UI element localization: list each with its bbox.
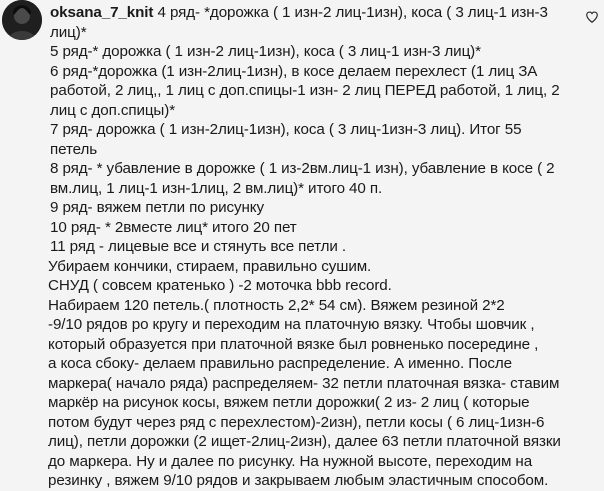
comment-line: -9/10 рядов ро кругу и переходим на платочную вязку. Чтобы шовчик , — [48, 316, 535, 333]
comment-line: 10 ряд- * 2вместе лиц* итого 20 пет — [50, 218, 297, 236]
comment-line: потом будут через ряд с перехлестом)-2изн), петли косы ( 6 лиц-1изн-6 — [48, 413, 545, 431]
comment-text — [50, 3, 590, 491]
comment-line: маркёр на рисунок косы, вяжем петли дорожки( 2 из- 2 лиц ( которые — [48, 394, 530, 411]
comment-line: работой, 2 лиц,, 1 лиц с доп.спицы-1 изн- 2 лиц ПЕРЕД работой, 1 лиц, 2 — [50, 82, 560, 99]
comment-line: лиц), петли дорожки (2 ищет-2лиц-2изн), далее 63 петли платочной вязки — [48, 433, 561, 450]
username-link[interactable]: oksana_7_knit — [50, 4, 154, 21]
comment-first-line — [50, 3, 590, 23]
like-button[interactable] — [585, 10, 599, 24]
heart-icon — [585, 10, 599, 24]
comment-line: петель — [50, 140, 98, 158]
comment-line: лиц с доп.спицы)* — [50, 101, 176, 119]
comment-line: 11 ряд - лицевые все и стянуть все петли . — [50, 238, 347, 255]
comment-line: 4 ряд- *дорожка ( 1 изн-2 лиц-1изн), коса ( 3 лиц-1 изн-3 — [157, 4, 548, 21]
comment-line: 5 ряд-* дорожка ( 1 изн-2 лиц-1изн), коса ( 3 лиц-1 изн-3 лиц)* — [50, 43, 481, 60]
comment-line: Убираем кончики, стираем, правильно сушим. — [48, 257, 372, 275]
avatar[interactable] — [2, 0, 42, 40]
comment-line: маркера( начало ряда) распределяем- 32 петли платочная вязка- ставим — [48, 374, 560, 392]
comment-line: 6 ряд-*дорожка (1 изн-2лиц-1изн), в косе делаем перехлест (1 лиц ЗА — [50, 62, 538, 80]
comment-line: Набираем 120 петель.( плотность 2,2* 54 см). Вяжем резиной 2*2 — [48, 296, 505, 314]
comment-line: лиц)* — [50, 23, 87, 41]
comment-line: 7 ряд- дорожка ( 1 изн-2лиц-1изн), коса ( 3 лиц-1изн-3 лиц). Итог 55 — [50, 121, 522, 138]
comment-line: резинку , вяжем 9/10 рядов и закрываем любым эластичным способом. — [48, 472, 549, 489]
comment-line: который образуется при платочной вязке был ровненько посередине , — [48, 335, 539, 353]
comment-line: вм.лиц, 1 лиц-1 изн-1лиц, 2 вм.лиц)* итого 40 п. — [50, 179, 383, 197]
comment-line: СНУД ( совсем кратенько ) -2 моточка bbb record. — [48, 277, 392, 294]
comment-line: 9 ряд- вяжем петли по рисунку — [50, 199, 264, 216]
comment-line: а коса сбоку- делаем правильно распределение. А именно. После — [48, 355, 513, 372]
comment-line: 8 ряд- * убавление в дорожке ( 1 из-2вм.лиц-1 изн), убавление в косе ( 2 — [50, 160, 555, 177]
avatar-image — [2, 0, 42, 40]
comment-line: до маркера. Ну и далее по рисунку. На нужной высоте, переходим на — [48, 452, 533, 470]
